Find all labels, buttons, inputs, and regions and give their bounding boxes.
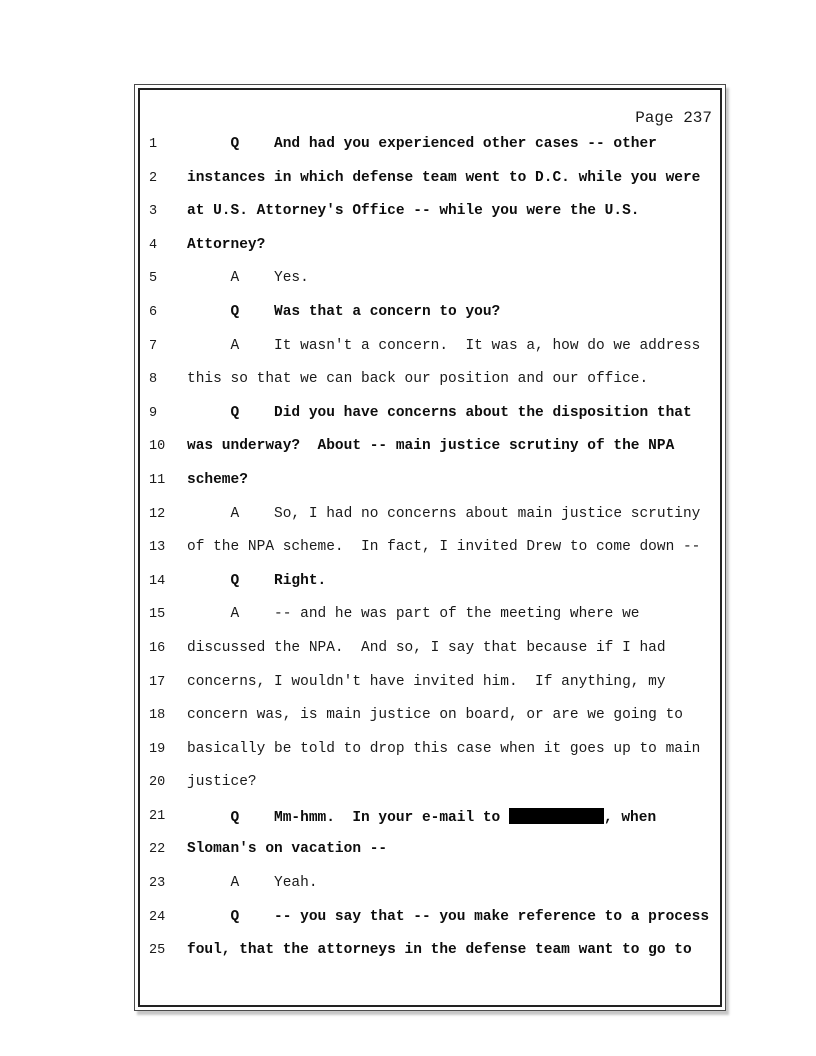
transcript-line [140, 331, 720, 365]
line-number: 18 [149, 708, 166, 724]
line-number: 8 [149, 372, 158, 388]
transcript-frame [134, 84, 726, 1011]
transcript-line [140, 902, 720, 936]
line-text-before-redaction: Q Mm-hmm. In your e-mail to [187, 809, 509, 826]
line-number: 14 [149, 573, 166, 589]
line-text: Sloman's on vacation -- [187, 841, 388, 858]
line-text: A -- and he was part of the meeting where we [187, 606, 640, 623]
transcript-line [140, 230, 720, 264]
line-number: 12 [149, 506, 166, 522]
transcript-line [140, 297, 720, 331]
line-text: instances in which defense team went to D.C. while you were [187, 169, 701, 186]
line-text: Attorney? [187, 236, 266, 253]
transcript-line [140, 129, 720, 163]
line-text: concerns, I wouldn't have invited him. If anything, my [187, 673, 666, 690]
line-text: Q -- you say that -- you make reference to a process [187, 908, 710, 925]
line-number: 2 [149, 170, 158, 186]
line-text: A Yes. [187, 270, 309, 287]
line-text: A So, I had no concerns about main justice scrutiny [187, 505, 701, 522]
line-text: Q And had you experienced other cases -- other [187, 136, 657, 152]
transcript-line [140, 532, 720, 566]
line-number: 23 [149, 876, 166, 892]
line-number: 16 [149, 640, 166, 656]
page-number-label: Page 237 [635, 109, 712, 127]
transcript-line [140, 734, 720, 768]
transcript-line [140, 834, 720, 868]
transcript-line [140, 767, 720, 801]
line-text: justice? [187, 774, 257, 791]
line-text-after-redaction: , when [603, 809, 657, 826]
line-text: Q Was that a concern to you? [187, 303, 501, 320]
line-text: Q Right. [187, 572, 327, 589]
transcript-line [140, 868, 720, 902]
line-number: 7 [149, 338, 158, 354]
line-number: 19 [149, 741, 166, 757]
line-text: was underway? About -- main justice scrutiny of the NPA [187, 438, 675, 455]
line-text: foul, that the attorneys in the defense team want to go to [187, 942, 692, 959]
line-text [187, 808, 656, 826]
line-text: discussed the NPA. And so, I say that because if I had [187, 639, 666, 656]
line-number: 11 [149, 472, 166, 488]
line-text: Q Did you have concerns about the disposition that [187, 404, 692, 421]
line-number: 1 [149, 137, 158, 152]
transcript-line [140, 667, 720, 701]
transcript-line [140, 935, 720, 969]
line-number: 3 [149, 204, 158, 220]
transcript-line [140, 801, 720, 835]
transcript-line [140, 599, 720, 633]
line-number: 22 [149, 842, 166, 858]
transcript-body [140, 129, 720, 969]
line-number: 20 [149, 775, 166, 791]
line-number: 13 [149, 540, 166, 556]
transcript-line [140, 700, 720, 734]
line-text: scheme? [187, 471, 248, 488]
transcript-line [140, 465, 720, 499]
line-text: at U.S. Attorney's Office -- while you were the U.S. [187, 203, 640, 220]
line-number: 5 [149, 271, 158, 287]
transcript-line [140, 499, 720, 533]
line-text: basically be told to drop this case when it goes up to main [187, 740, 701, 757]
line-number: 9 [149, 405, 158, 421]
line-text: concern was, is main justice on board, or are we going to [187, 707, 683, 724]
line-number: 21 [149, 808, 166, 824]
transcript-line [140, 431, 720, 465]
line-number: 24 [149, 909, 166, 925]
line-number: 4 [149, 237, 158, 253]
transcript-line [140, 263, 720, 297]
line-text: of the NPA scheme. In fact, I invited Drew to come down -- [187, 539, 701, 556]
line-text: A Yeah. [187, 875, 318, 892]
line-number: 15 [149, 607, 166, 623]
transcript-line [140, 633, 720, 667]
line-number: 10 [149, 439, 166, 455]
line-text: A It wasn't a concern. It was a, how do we address [187, 337, 701, 354]
line-number: 6 [149, 304, 158, 320]
transcript-line [140, 566, 720, 600]
line-number: 17 [149, 674, 166, 690]
transcript-frame-inner [138, 88, 722, 1007]
transcript-line [140, 398, 720, 432]
transcript-line [140, 196, 720, 230]
redaction-box [509, 808, 604, 824]
line-number: 25 [149, 943, 166, 959]
line-text: this so that we can back our position and our office. [187, 371, 649, 388]
transcript-line [140, 364, 720, 398]
transcript-line [140, 163, 720, 197]
